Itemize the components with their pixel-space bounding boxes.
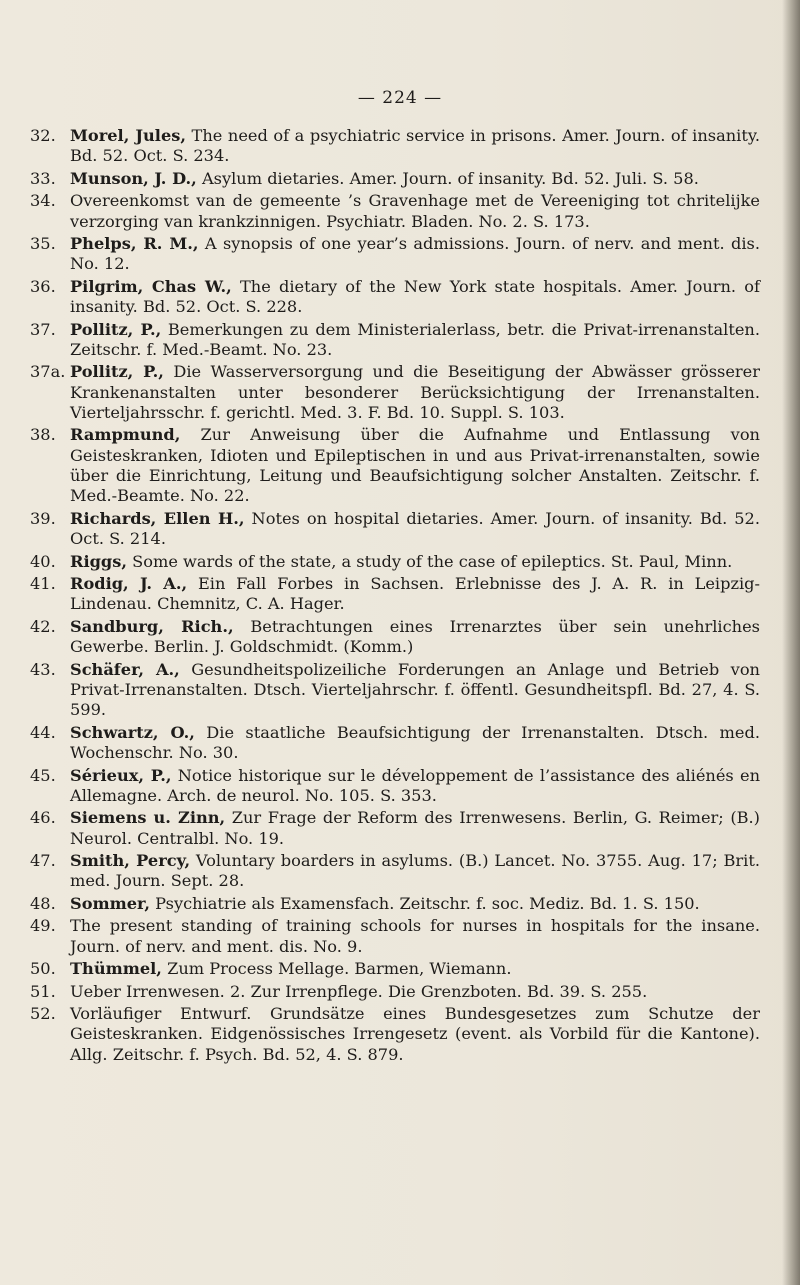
entry-body: [70, 320, 760, 361]
entry-body: [70, 808, 760, 849]
reference-entry: [30, 982, 760, 1002]
reference-entry: [30, 851, 760, 892]
reference-entry: [30, 617, 760, 658]
entry-text: Ueber Irrenwesen. 2. Zur Irrenpflege. Die Grenzboten. Bd. 39. S. 255.: [70, 981, 648, 1001]
entry-number: 37.: [30, 319, 56, 339]
entry-text: Some wards of the state, a study of the case of epileptics. St. Paul, Minn.: [127, 551, 733, 571]
reference-entry: [30, 277, 760, 318]
entry-number: 34.: [30, 191, 56, 211]
entry-text: Gesundheitspolizeiliche Forderungen an Anlage und Betrieb von Privat-Irrenanstalten. Dtsch. Vierteljahrschr. f. öffentl. Gesundheitspfl. Bd. 27, 4. S. 599.: [70, 659, 760, 720]
entry-body: [70, 126, 760, 167]
entry-author: Phelps, R. M.,: [70, 234, 199, 254]
entry-author: Morel, Jules,: [70, 126, 186, 145]
entry-body: [70, 169, 760, 189]
reference-list: [30, 126, 760, 1067]
entry-author: Sérieux, P.,: [70, 765, 172, 785]
entry-author: Rampmund,: [70, 425, 181, 445]
reference-entry: [30, 320, 760, 361]
entry-body: [70, 277, 760, 318]
entry-number: 37a.: [30, 362, 66, 382]
entry-text: The present standing of training schools for nurses in hospitals for the insane. Journ. of nerv. and ment. dis. No. 9.: [70, 916, 760, 956]
entry-author: Pollitz, P.,: [70, 362, 164, 382]
entry-body: [70, 552, 760, 572]
entry-text: Vorläufiger Entwurf. Grundsätze eines Bundesgesetzes zum Schutze der Geisteskranken. Eidgenössisches Irrengesetz (event. als Vorbild für die Kantone). Allg. Zeitschr. f. Psych. Bd. 52, 4. S. 879.: [70, 1004, 760, 1064]
entry-number: 47.: [30, 851, 56, 871]
entry-body: [70, 766, 760, 807]
entry-number: 46.: [30, 808, 56, 828]
reference-entry: [30, 425, 760, 506]
reference-entry: [30, 723, 760, 764]
entry-number: 39.: [30, 508, 56, 528]
entry-author: Richards, Ellen H.,: [70, 508, 245, 528]
entry-text: Ein Fall Forbes in Sachsen. Erlebnisse des J. A. R. in Leipzig-Lindenau. Chemnitz, C. A. Hager.: [70, 574, 761, 614]
page-edge-shadow: [782, 0, 800, 1285]
entry-text: Die staatliche Beaufsichtigung der Irrenanstalten. Dtsch. med. Wochenschr. No. 30.: [70, 722, 760, 763]
entry-text: Notice historique sur le développement de l’assistance des aliénés en Allemagne. Arch. de neurol. No. 105. S. 353.: [70, 765, 760, 805]
entry-number: 36.: [30, 276, 56, 296]
reference-entry: [30, 894, 760, 914]
entry-author: Siemens u. Zinn,: [70, 808, 226, 828]
entry-body: [70, 660, 760, 721]
entry-body: [70, 851, 760, 892]
entry-number: 43.: [30, 659, 56, 679]
reference-entry: [30, 959, 760, 979]
entry-text: A synopsis of one year’s admissions. Journ. of nerv. and ment. dis. No. 12.: [70, 234, 760, 274]
reference-entry: [30, 169, 760, 189]
entry-text: Betrachtungen eines Irrenarztes über sein unehrliches Gewerbe. Berlin. J. Goldschmidt. (Komm.): [70, 616, 760, 657]
entry-number: 35.: [30, 234, 56, 254]
entry-author: Riggs,: [70, 551, 127, 571]
entry-author: Sandburg, Rich.,: [70, 616, 234, 636]
entry-author: Smith, Percy,: [70, 851, 191, 871]
entry-author: Pollitz, P.,: [70, 319, 162, 339]
entry-number: 49.: [30, 916, 56, 936]
entry-author: Thümmel,: [70, 959, 162, 979]
reference-entry: [30, 552, 760, 572]
entry-body: [70, 982, 760, 1002]
entry-text: Overeenkomst van de gemeente ’s Gravenhage met de Vereeniging tot chritelijke verzorging van krankzinnigen. Psychiatr. Bladen. No. 2. S. 173.: [70, 191, 760, 231]
page-number-header: — 224 —: [357, 88, 443, 108]
reference-entry: [30, 766, 760, 807]
reference-entry: [30, 362, 760, 423]
entry-number: 42.: [30, 616, 56, 636]
entry-body: [70, 362, 760, 423]
reference-entry: [30, 916, 760, 957]
entry-number: 41.: [30, 574, 56, 594]
entry-number: 51.: [30, 981, 56, 1001]
entry-author: Schwartz, O.,: [70, 722, 195, 742]
entry-author: Rodig, J. A.,: [70, 574, 188, 594]
entry-text: Zum Process Mellage. Barmen, Wiemann.: [161, 959, 512, 979]
entry-text: The need of a psychiatric service in prisons. Amer. Journ. of insanity. Bd. 52. Oct. S. 234.: [70, 126, 760, 166]
entry-body: [70, 617, 760, 658]
entry-number: 52.: [30, 1004, 56, 1024]
entry-text: Zur Frage der Reform des Irrenwesens. Berlin, G. Reimer; (B.) Neurol. Centralbl. No. 19.: [70, 808, 760, 848]
entry-body: [70, 916, 760, 957]
entry-text: Asylum dietaries. Amer. Journ. of insanity. Bd. 52. Juli. S. 58.: [196, 168, 699, 188]
reference-entry: [30, 234, 760, 275]
reference-entry: [30, 660, 760, 721]
entry-body: [70, 1004, 760, 1065]
entry-number: 32.: [30, 126, 56, 145]
entry-author: Schäfer, A.,: [70, 659, 180, 679]
entry-body: [70, 191, 760, 232]
entry-text: Psychiatrie als Examensfach. Zeitschr. f. soc. Mediz. Bd. 1. S. 150.: [150, 893, 700, 913]
entry-body: [70, 425, 760, 506]
entry-number: 40.: [30, 551, 56, 571]
entry-text: Notes on hospital dietaries. Amer. Journ. of insanity. Bd. 52. Oct. S. 214.: [70, 508, 760, 549]
entry-number: 50.: [30, 959, 56, 979]
reference-entry: [30, 808, 760, 849]
reference-entry: [30, 509, 760, 550]
reference-entry: [30, 126, 760, 167]
entry-number: 48.: [30, 893, 56, 913]
entry-body: [70, 894, 760, 914]
entry-body: [70, 723, 760, 764]
reference-entry: [30, 574, 760, 615]
reference-entry: [30, 191, 760, 232]
entry-number: 45.: [30, 765, 56, 785]
entry-author: Munson, J. D.,: [70, 168, 197, 188]
entry-text: Voluntary boarders in asylums. (B.) Lancet. No. 3755. Aug. 17; Brit. med. Journ. Sept. 28.: [70, 851, 760, 891]
entry-body: [70, 959, 760, 979]
entry-author: Sommer,: [70, 893, 151, 913]
entry-number: 38.: [30, 425, 56, 445]
entry-number: 44.: [30, 722, 56, 742]
entry-text: Bemerkungen zu dem Ministerialerlass, betr. die Privat-irrenanstalten. Zeitschr. f. Med.-Beamt. No. 23.: [70, 319, 761, 359]
entry-text: Die Wasserversorgung und die Beseitigung der Abwässer grösserer Krankenanstalten unter besonderer Berücksichtigung der Irrenanstalten. Vierteljahrsschr. f. gerichtl. Med. 3. F. Bd. 10. Suppl. S. 103.: [70, 362, 760, 422]
entry-body: [70, 509, 760, 550]
entry-text: The dietary of the New York state hospitals. Amer. Journ. of insanity. Bd. 52. Oct. S. 228.: [70, 276, 761, 317]
reference-entry: [30, 1004, 760, 1065]
entry-number: 33.: [30, 168, 56, 188]
entry-body: [70, 234, 760, 275]
entry-body: [70, 574, 760, 615]
entry-text: Zur Anweisung über die Aufnahme und Entlassung von Geisteskranken, Idioten und Epileptischen in und aus Privat-irrenanstalten, sowie über die Einrichtung, Leitung und Beaufsichtigung solcher Anstalten. Zeitschr. f. Med.-Beamte. No. 22.: [70, 425, 760, 506]
entry-author: Pilgrim, Chas W.,: [70, 276, 232, 296]
